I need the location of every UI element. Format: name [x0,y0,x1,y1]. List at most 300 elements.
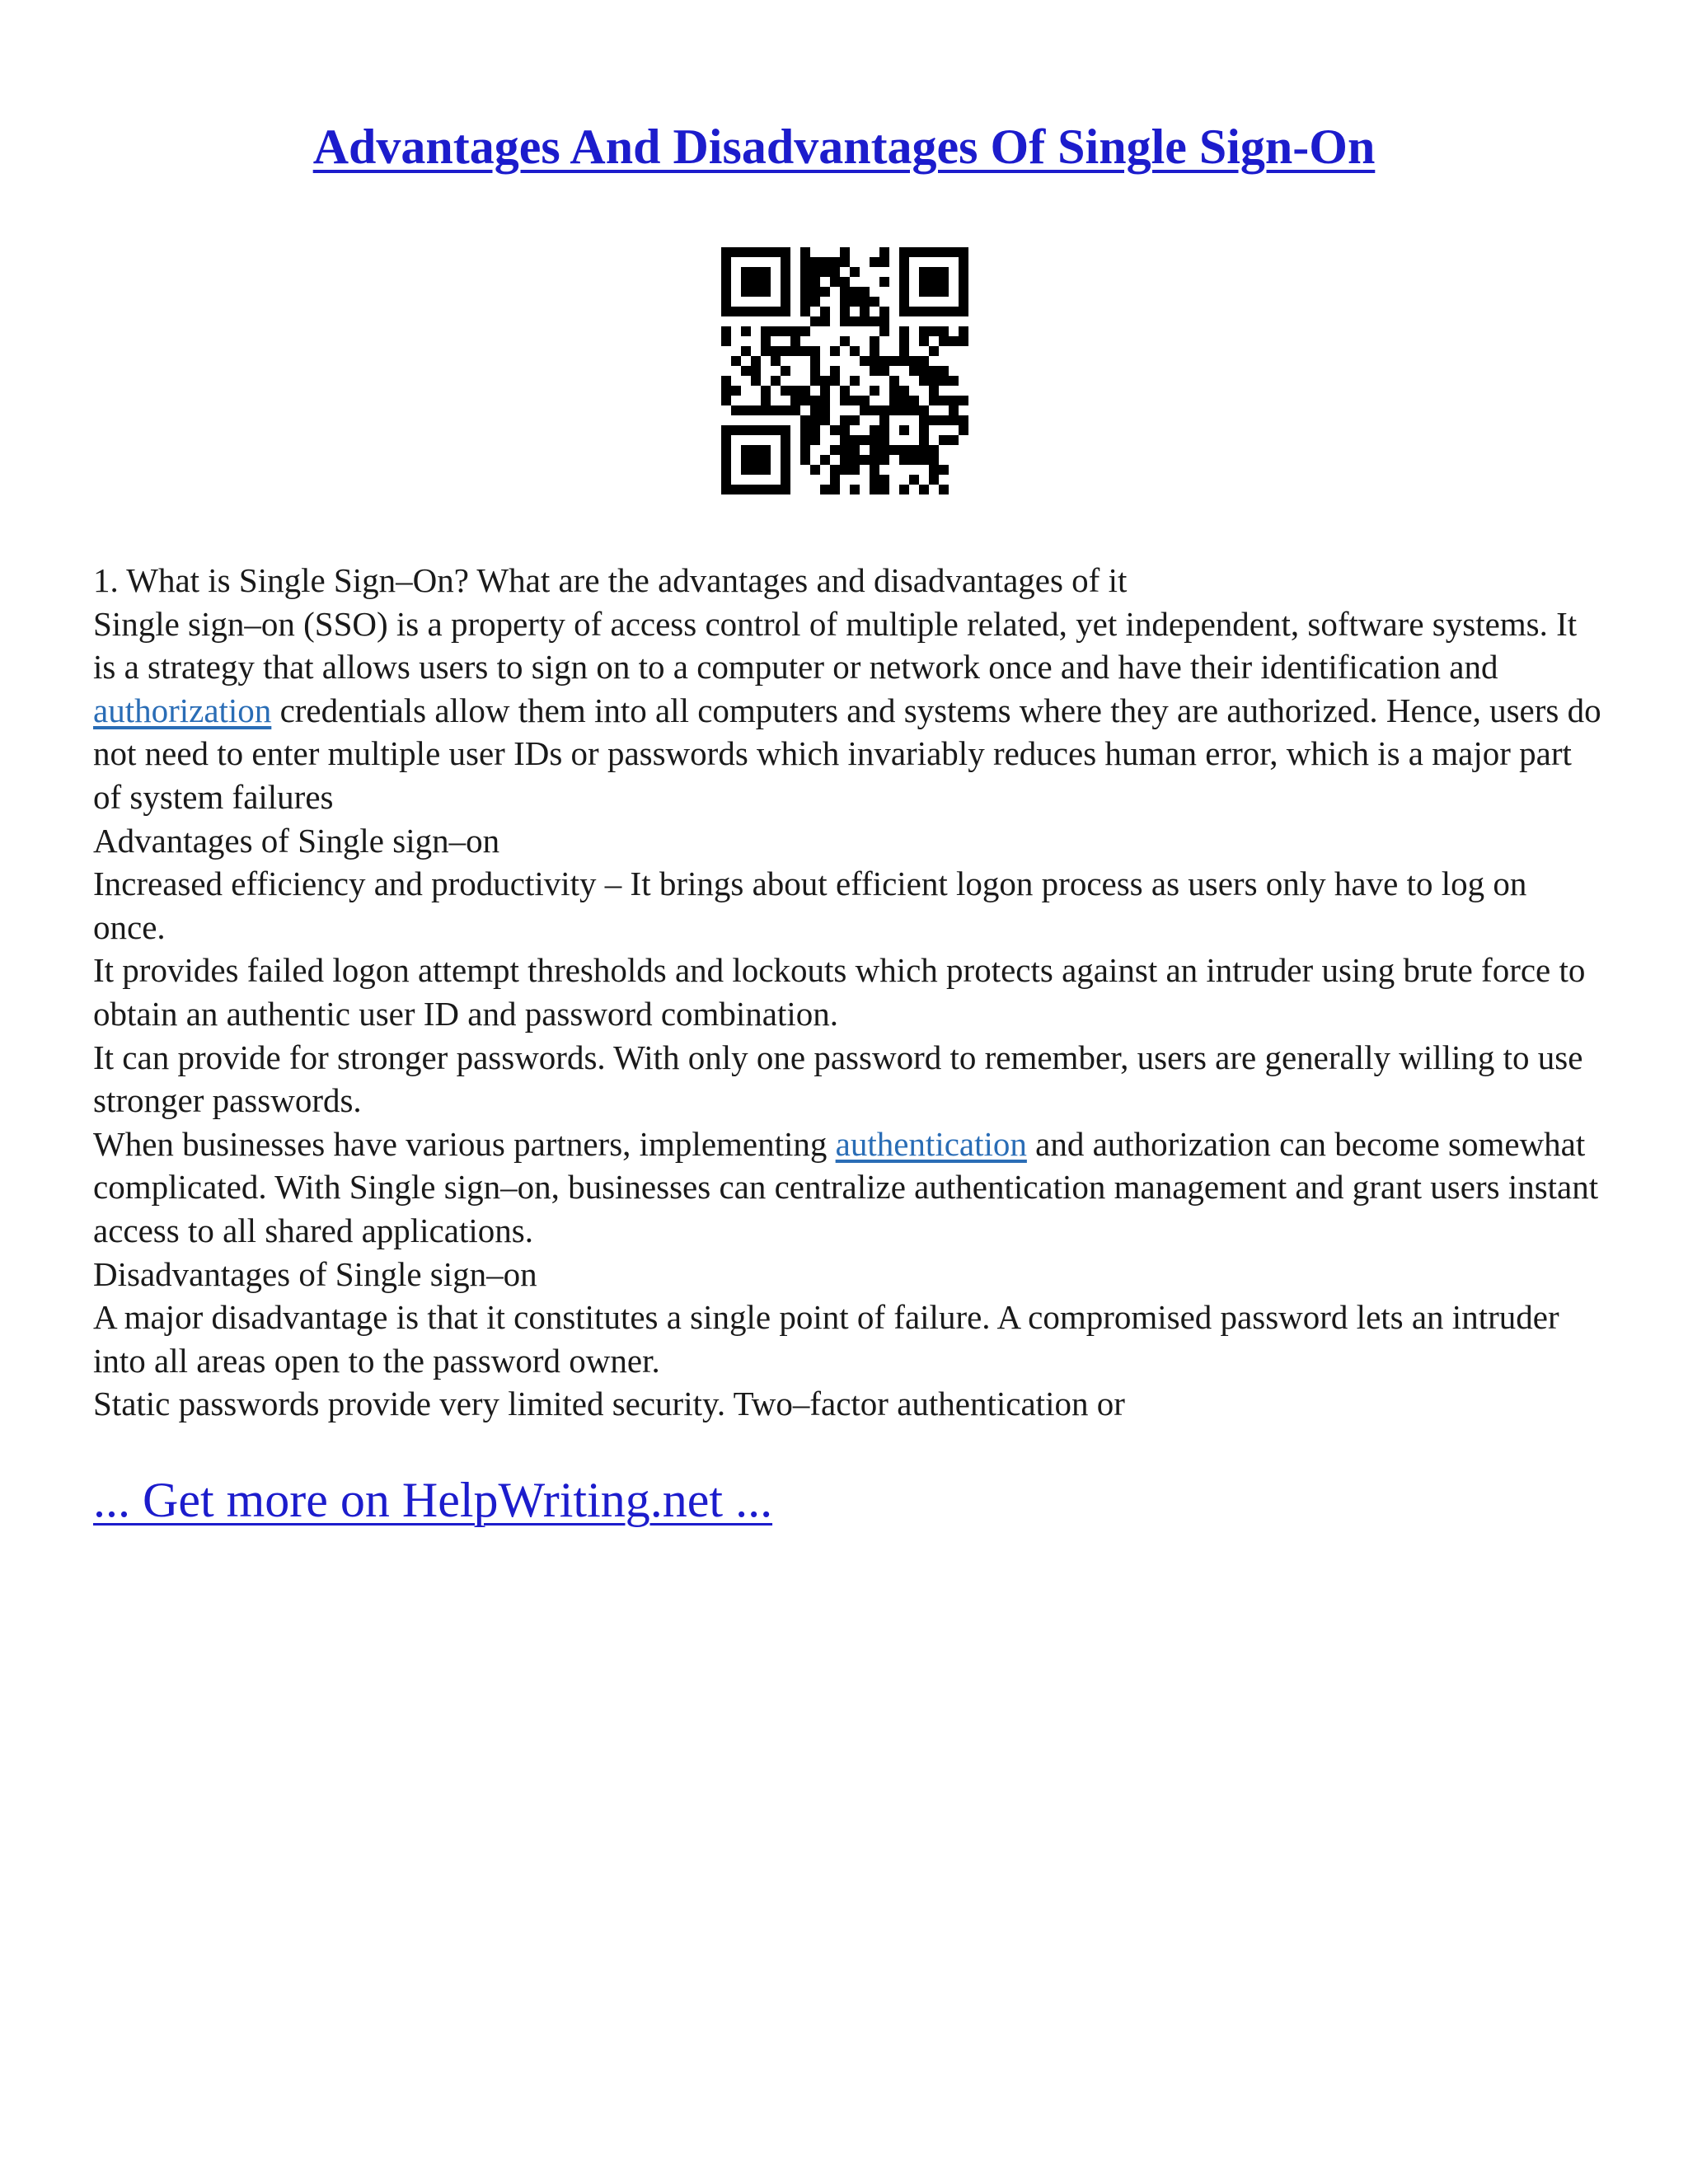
qr-module [929,386,939,396]
qr-module [781,267,790,277]
qr-module [919,455,929,465]
qr-module [939,326,949,336]
qr-module [870,425,879,435]
qr-module [939,366,949,376]
qr-module [899,287,909,297]
qr-module [781,297,790,307]
qr-module [870,455,879,465]
qr-module [840,316,850,326]
get-more-link-line [93,1470,772,1530]
qr-module [810,346,820,356]
qr-module [721,247,731,257]
qr-module [771,405,781,415]
qr-module [800,386,810,396]
qr-module [919,307,929,316]
qr-module [909,405,919,415]
qr-module [761,277,771,287]
qr-module [850,415,860,425]
qr-module [870,366,879,376]
qr-module [879,475,889,485]
qr-module [830,267,840,277]
paragraph-text: Disadvantages of Single sign–on [93,1254,537,1293]
qr-module [919,336,929,346]
qr-module [929,455,939,465]
qr-module [919,376,929,386]
qr-module [800,247,810,257]
qr-module [810,376,820,386]
qr-module [810,356,820,366]
qr-module [761,455,771,465]
qr-module [781,366,790,376]
qr-module [860,297,870,307]
qr-module [939,277,949,287]
qr-module [879,356,889,366]
qr-module [870,297,879,307]
qr-module [889,405,899,415]
qr-module [840,396,850,405]
qr-module [810,465,820,475]
qr-module [879,307,889,316]
qr-module [889,386,899,396]
qr-module [949,396,959,405]
qr-module [919,435,929,445]
qr-module [830,465,840,475]
qr-module [879,326,889,336]
qr-module [879,435,889,445]
qr-module [790,405,800,415]
qr-module [909,445,919,455]
qr-module [751,465,761,475]
qr-module [870,465,879,475]
body-paragraph [93,602,1601,819]
qr-module [721,257,731,267]
qr-module [850,396,860,405]
qr-module [781,307,790,316]
qr-module [820,307,830,316]
qr-module [840,425,850,435]
qr-module [721,277,731,287]
qr-module [919,267,929,277]
qr-module [781,425,790,435]
qr-module [800,326,810,336]
qr-module [781,287,790,297]
qr-module [879,405,889,415]
qr-module [929,396,939,405]
qr-module [771,485,781,494]
body-paragraph [93,862,1601,949]
qr-module [850,267,860,277]
qr-module [820,376,830,386]
qr-module [909,247,919,257]
qr-module [909,455,919,465]
qr-module [781,346,790,356]
qr-module [870,257,879,267]
qr-module [899,257,909,267]
body-paragraph [93,559,1601,602]
qr-module [909,366,919,376]
qr-module [790,386,800,396]
qr-module [879,415,889,425]
qr-module [751,356,761,366]
qr-module [820,267,830,277]
qr-module [721,485,731,494]
qr-module [790,396,800,405]
qr-module [889,445,899,455]
qr-module [959,257,968,267]
qr-module [731,405,741,415]
qr-module [771,356,781,366]
qr-module [919,445,929,455]
qr-module [741,445,751,455]
qr-module [879,366,889,376]
qr-module [771,326,781,336]
qr-module [751,485,761,494]
qr-module [840,257,850,267]
qr-module [850,445,860,455]
qr-module [870,435,879,445]
paragraph-text: A major disadvantage is that it constitutes a single point of failure. A compromised password lets an intruder into all areas open to the password owner. [93,1298,1559,1380]
qr-module [959,287,968,297]
qr-module [899,455,909,465]
qr-module [899,307,909,316]
body-paragraph [93,1036,1601,1122]
qr-module [899,346,909,356]
qr-module [830,445,840,455]
qr-module [761,445,771,455]
qr-module [741,277,751,287]
qr-module [771,346,781,356]
qr-module [929,277,939,287]
qr-module [939,415,949,425]
body-paragraph [93,1253,1601,1296]
qr-module [909,475,919,485]
qr-module [800,267,810,277]
qr-module [830,475,840,485]
qr-module [761,485,771,494]
paragraph-text: Advantages of Single sign–on [93,821,500,860]
qr-module [919,425,929,435]
qr-module [919,366,929,376]
qr-module [800,455,810,465]
qr-module [800,307,810,316]
qr-module [949,307,959,316]
qr-module [731,356,741,366]
qr-module [820,316,830,326]
qr-module [840,465,850,475]
qr-module [810,257,820,267]
qr-module [840,307,850,316]
qr-module [800,396,810,405]
qr-module [870,316,879,326]
qr-module [830,366,840,376]
qr-module [761,267,771,277]
qr-module [781,277,790,287]
qr-module [721,435,731,445]
qr-module [771,307,781,316]
qr-module [959,396,968,405]
qr-module [781,475,790,485]
qr-module [810,277,820,287]
qr-module [939,287,949,297]
qr-module [800,415,810,425]
qr-module [870,405,879,415]
qr-module [850,435,860,445]
paragraph-text: credentials allow them into all computers and systems where they are authorized. Hence, users do not need to enter multiple user IDs or passwords which invariably reduces human error, which is a major part of system failures [93,691,1601,816]
qr-module [850,376,860,386]
qr-module [741,307,751,316]
qr-module [741,247,751,257]
qr-module [879,277,889,287]
qr-module [800,346,810,356]
qr-module [959,247,968,257]
qr-module [761,326,771,336]
qr-module [781,326,790,336]
qr-module [879,247,889,257]
qr-module [959,267,968,277]
qr-module [761,346,771,356]
paragraph-text: and authorization can become somewhat complicated. With Single sign–on, businesses can centralize authentication management and grant users instant access to all shared applications. [93,1124,1599,1249]
qr-module [781,386,790,396]
qr-module [919,277,929,287]
qr-module [949,415,959,425]
qr-module [919,287,929,297]
qr-module [820,257,830,267]
qr-module [761,247,771,257]
qr-module [899,356,909,366]
qr-module [790,326,800,336]
qr-module [820,287,830,297]
qr-module [840,445,850,455]
qr-module [731,485,741,494]
inline-link-authorization[interactable]: authorization [93,691,272,729]
qr-module [929,267,939,277]
qr-module [840,435,850,445]
qr-module [860,356,870,366]
qr-module [939,307,949,316]
qr-module [741,425,751,435]
qr-module [879,445,889,455]
qr-module [810,267,820,277]
qr-module [751,445,761,455]
qr-module [850,485,860,494]
qr-module [721,326,731,336]
qr-module [731,386,741,396]
body-paragraph [93,1122,1601,1253]
qr-module [919,247,929,257]
qr-module [781,455,790,465]
qr-module [919,356,929,366]
qr-module [790,346,800,356]
qr-module [810,405,820,415]
qr-module [741,485,751,494]
title-link[interactable]: Advantages And Disadvantages Of Single Sign-On [312,120,1376,174]
qr-module [899,405,909,415]
qr-module [751,425,761,435]
qr-module [800,257,810,267]
qr-module [929,326,939,336]
paragraph-text: Increased efficiency and productivity – It brings about efficient logon process as users only have to log on once. [93,865,1527,946]
qr-module [899,336,909,346]
qr-module [810,396,820,405]
qr-module [721,267,731,277]
qr-module [870,485,879,494]
qr-module [899,396,909,405]
qr-code-icon [721,247,968,494]
qr-module [860,316,870,326]
qr-module [860,307,870,316]
qr-module [840,247,850,257]
qr-module [721,396,731,405]
qr-module [919,485,929,494]
qr-module [899,386,909,396]
qr-module [889,376,899,386]
qr-code-graphic [721,247,968,494]
qr-module [751,277,761,287]
qr-module [781,405,790,415]
qr-module [860,396,870,405]
qr-module [721,297,731,307]
qr-module [850,287,860,297]
qr-module [721,376,731,386]
qr-module [939,485,949,494]
qr-module [870,356,879,366]
qr-module [751,376,761,386]
qr-module [949,376,959,386]
qr-module [830,376,840,386]
qr-module [830,485,840,494]
qr-module [870,445,879,455]
qr-module [919,415,929,425]
qr-module [939,396,949,405]
qr-module [899,445,909,455]
qr-module [800,435,810,445]
qr-module [840,287,850,297]
qr-module [830,425,840,435]
qr-module [741,267,751,277]
qr-module [741,326,751,336]
qr-module [761,307,771,316]
qr-module [761,405,771,415]
qr-module [939,435,949,445]
article-body [93,559,1601,1426]
qr-module [810,366,820,376]
qr-module [810,415,820,425]
qr-module [721,465,731,475]
qr-module [781,247,790,257]
qr-module [731,425,741,435]
qr-module [781,435,790,445]
qr-module [899,485,909,494]
qr-module [939,376,949,386]
qr-module [761,396,771,405]
qr-module [909,307,919,316]
qr-module [860,287,870,297]
qr-module [949,405,959,415]
qr-module [800,445,810,455]
qr-module [761,287,771,297]
body-paragraph [93,949,1601,1035]
qr-module [830,277,840,287]
qr-module [761,425,771,435]
qr-module [899,277,909,287]
paragraph-text: 1. What is Single Sign–On? What are the advantages and disadvantages of it [93,561,1128,599]
qr-module [889,396,899,405]
qr-module [929,247,939,257]
qr-module [751,307,761,316]
qr-module [751,366,761,376]
qr-module [860,455,870,465]
qr-module [939,465,949,475]
qr-module [721,475,731,485]
qr-module [781,445,790,455]
body-paragraph [93,1296,1601,1382]
qr-module [870,386,879,396]
qr-module [899,425,909,435]
paragraph-text: It provides failed logon attempt thresholds and lockouts which protects against an intruder using brute force to obtain an authentic user ID and password combination. [93,951,1586,1033]
get-more-link[interactable]: ... Get more on HelpWriting.net ... [93,1473,773,1527]
qr-module [731,247,741,257]
qr-module [889,356,899,366]
qr-module [741,287,751,297]
qr-module [781,485,790,494]
qr-module [721,307,731,316]
qr-module [741,366,751,376]
qr-module [721,336,731,346]
qr-module [840,277,850,287]
qr-module [751,287,761,297]
qr-module [800,287,810,297]
qr-module [840,336,850,346]
body-paragraph [93,819,1601,863]
qr-module [899,267,909,277]
qr-module [850,297,860,307]
qr-module [751,405,761,415]
qr-module [761,336,771,346]
page-title [0,114,1688,180]
qr-module [870,475,879,485]
inline-link-authentication[interactable]: authentication [835,1124,1027,1163]
qr-module [840,297,850,307]
qr-module [761,465,771,475]
qr-module [879,485,889,494]
qr-module [761,386,771,396]
body-paragraph [93,1382,1601,1426]
qr-module [879,455,889,465]
qr-module [949,247,959,257]
paragraph-text: It can provide for stronger passwords. With only one password to remember, users are generally willing to use stronger passwords. [93,1038,1583,1120]
qr-module [810,425,820,435]
qr-module [820,415,830,425]
qr-module [949,336,959,346]
qr-module [850,346,860,356]
qr-module [721,386,731,396]
qr-module [899,326,909,336]
qr-module [731,307,741,316]
qr-module [751,455,761,465]
qr-module [800,425,810,435]
qr-module [781,465,790,475]
qr-module [741,405,751,415]
paragraph-text: When businesses have various partners, implementing [93,1124,836,1163]
qr-module [879,257,889,267]
qr-module [959,277,968,287]
qr-module [790,336,800,346]
qr-module [929,465,939,475]
qr-module [929,307,939,316]
qr-module [939,336,949,346]
qr-module [929,366,939,376]
qr-module [879,425,889,435]
